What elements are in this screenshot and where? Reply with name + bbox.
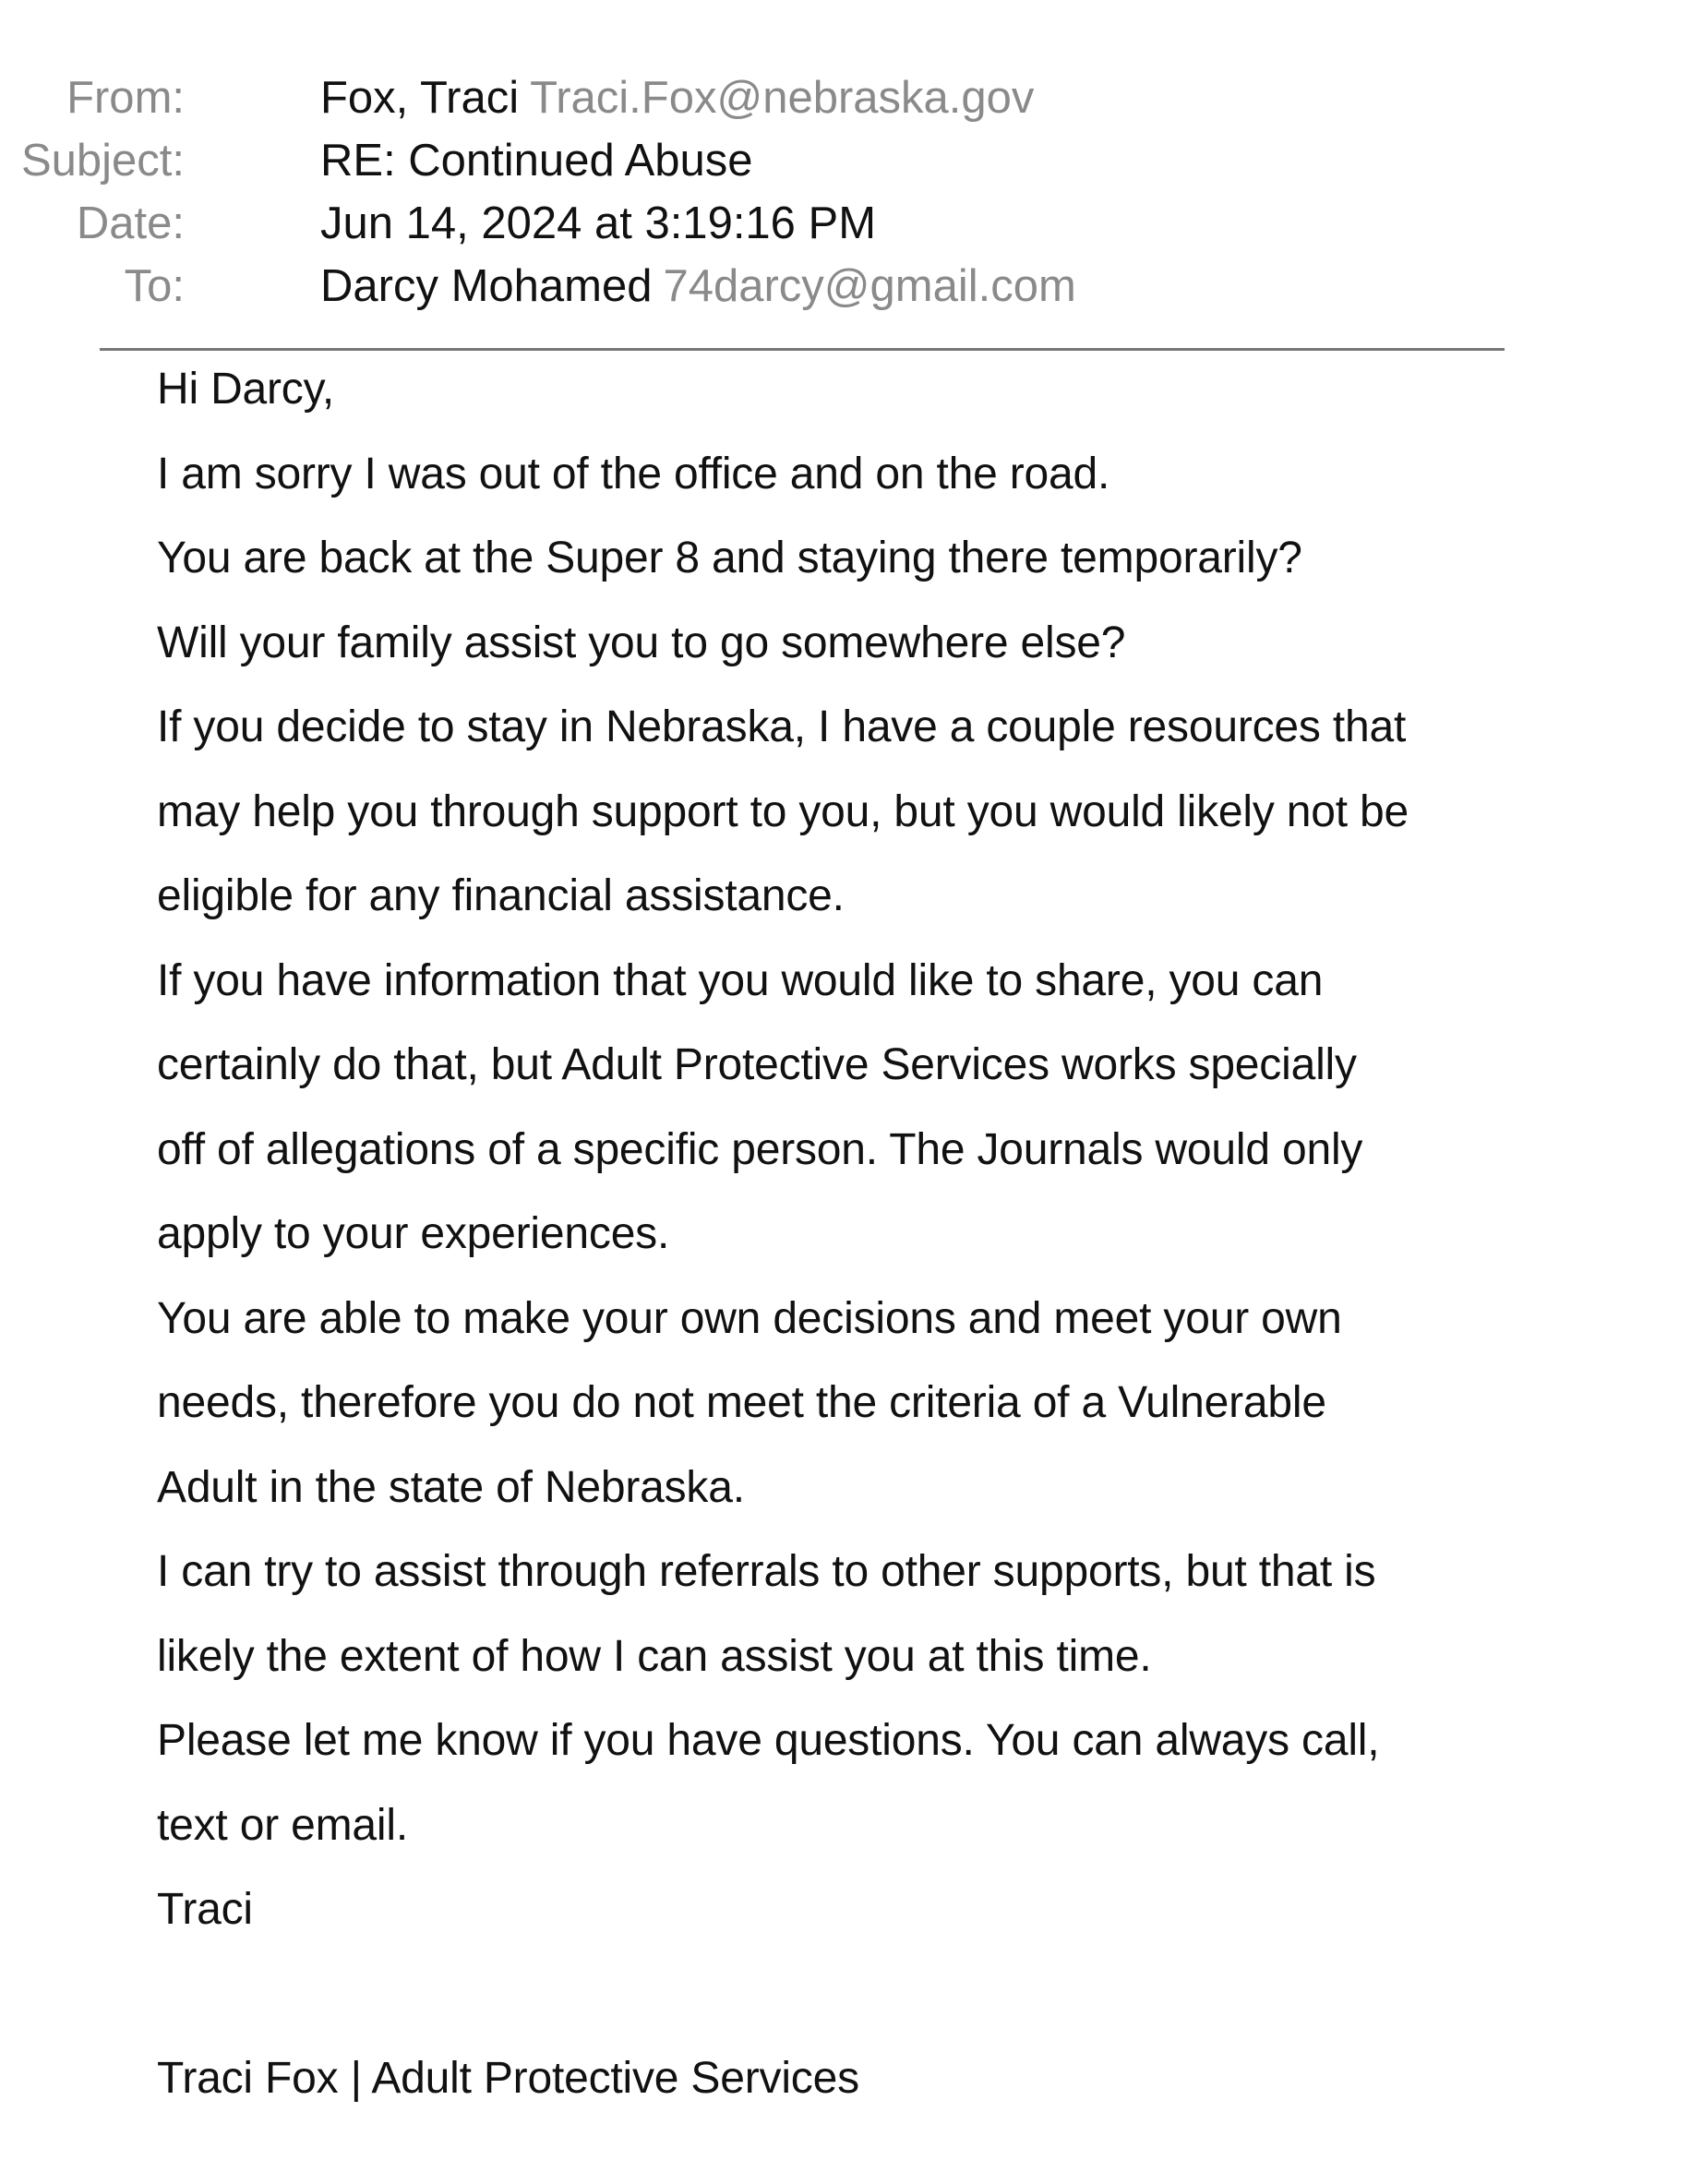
date-row — [0, 192, 1569, 255]
from-label: From: — [66, 73, 185, 123]
sign-off: Traci — [157, 1885, 253, 1934]
to-row — [0, 255, 1569, 318]
body-line: I can try to assist through referrals to other supports, but that is — [157, 1547, 1376, 1596]
recipient-name: Darcy Mohamed — [320, 261, 653, 311]
body-line: I am sorry I was out of the office and on the road. — [157, 450, 1110, 498]
subject-value: RE: Continued Abuse — [320, 136, 753, 186]
body-line: Hi Darcy, — [157, 365, 334, 414]
date-value: Jun 14, 2024 at 3:19:16 PM — [320, 198, 877, 248]
body-line: text or email. — [157, 1801, 408, 1850]
body-line: Please let me know if you have questions. You can always call, — [157, 1716, 1380, 1765]
body-line: Adult in the state of Nebraska. — [157, 1463, 745, 1512]
sender-name: Fox, Traci — [320, 73, 520, 123]
subject-label: Subject: — [20, 136, 185, 186]
body-line: If you have information that you would like to share, you can — [157, 956, 1324, 1005]
signature: Traci Fox | Adult Protective Services — [157, 2054, 859, 2103]
date-label: Date: — [76, 198, 185, 248]
body-line: likely the extent of how I can assist you at this time. — [157, 1632, 1152, 1681]
from-row — [0, 66, 1569, 129]
body-line: needs, therefore you do not meet the criteria of a Vulnerable — [157, 1378, 1326, 1427]
body-line: You are back at the Super 8 and staying there temporarily? — [157, 534, 1302, 582]
body-line: apply to your experiences. — [157, 1209, 670, 1258]
body-line: If you decide to stay in Nebraska, I have a couple resources that — [157, 702, 1407, 751]
header-divider — [100, 348, 1505, 351]
recipient-address[interactable]: 74darcy@gmail.com — [663, 261, 1076, 311]
to-label: To: — [124, 261, 185, 311]
body-line: You are able to make your own decisions and meet your own — [157, 1294, 1342, 1343]
body-line: off of allegations of a specific person. The Journals would only — [157, 1125, 1363, 1174]
subject-row — [0, 129, 1569, 192]
sender-address[interactable]: Traci.Fox@nebraska.gov — [530, 73, 1035, 123]
body-line: may help you through support to you, but you would likely not be — [157, 787, 1409, 836]
body-line: Will your family assist you to go somewhere else? — [157, 618, 1126, 667]
body-line: certainly do that, but Adult Protective Services works specially — [157, 1040, 1357, 1089]
body-line: eligible for any financial assistance. — [157, 871, 845, 920]
